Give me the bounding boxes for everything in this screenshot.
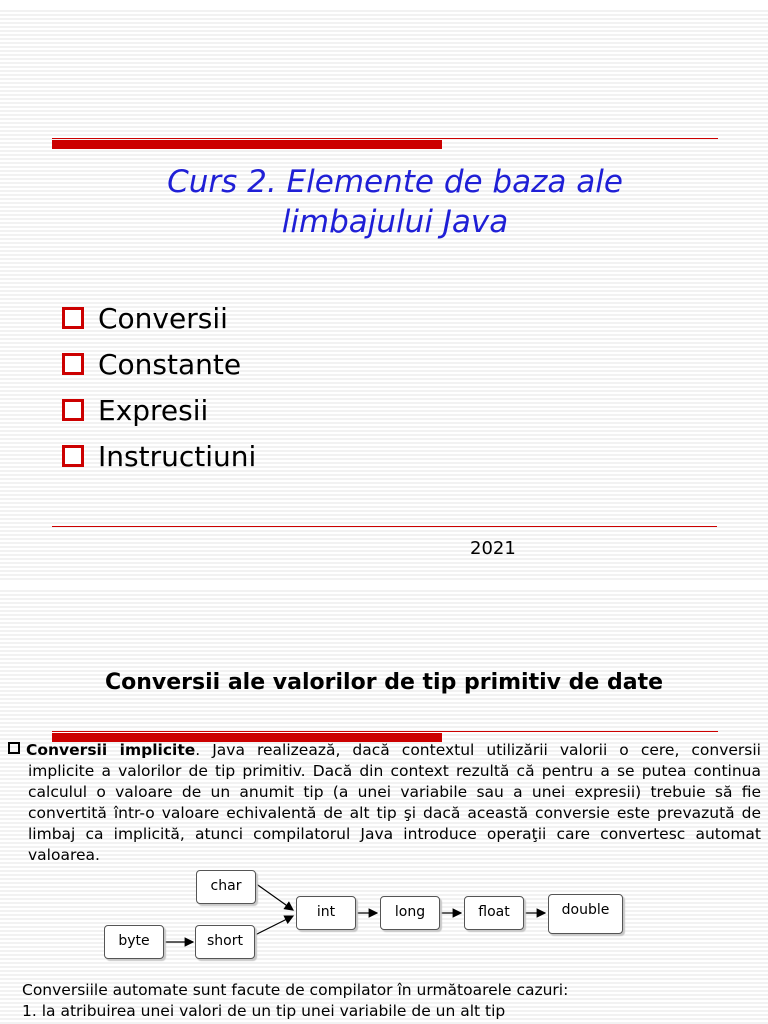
checkbox-bullet-icon xyxy=(62,307,84,329)
paragraph-text: . Java realizează, dacă contextul utilizării valorii o cere, conversii implicite a valorilor de tip primitiv. Dacă din context rezultă că pentru a se putea continua calculul o valoare de un anumit tip (a unei variabile sau a unei expresii) trebuie să fie convertită într-o valoare echivalentă de alt tip şi dacă această conversie este prevazută de limbaj ca implicită, atunci compilatorul Java introduce operaţii care convertesc automat valoarea. xyxy=(28,741,761,864)
topic-item xyxy=(62,387,256,433)
slide-heading: Conversii ale valorilor de tip primitiv de date xyxy=(104,670,664,695)
title-slide xyxy=(0,8,768,582)
heading-divider-line xyxy=(52,731,718,732)
node-float: float xyxy=(464,896,524,930)
topic-label: Expresii xyxy=(98,393,209,427)
slide-title-line2: limbajului Java xyxy=(281,204,509,240)
node-int: int xyxy=(296,896,356,930)
conversion-diagram xyxy=(100,868,630,978)
page-gap xyxy=(0,0,768,8)
top-accent-bar xyxy=(52,140,442,149)
topic-label: Conversii xyxy=(98,301,228,335)
cases-intro: Conversiile automate sunt facute de compilator în următoarele cazuri: xyxy=(22,981,569,999)
topic-item xyxy=(62,433,256,479)
topic-item xyxy=(62,341,256,387)
node-long: long xyxy=(380,896,440,930)
topic-item xyxy=(62,295,256,341)
top-divider-line xyxy=(52,138,718,139)
node-double: double xyxy=(548,894,623,934)
topic-list xyxy=(62,295,256,479)
topic-label: Constante xyxy=(98,347,242,381)
slide-title xyxy=(60,162,730,242)
arrow-char-int xyxy=(255,883,293,910)
checkbox-bullet-icon xyxy=(62,353,84,375)
node-short: short xyxy=(195,925,255,959)
content-slide xyxy=(0,588,768,1024)
slide-title-line1: Curs 2. Elemente de baza ale xyxy=(167,164,623,200)
implicit-conversions-paragraph xyxy=(28,740,761,866)
automatic-conversions-text xyxy=(22,980,762,1022)
case-item-1: 1. la atribuirea unei valori de un tip unei variabile de un alt tip xyxy=(22,1002,506,1020)
square-bullet-icon xyxy=(8,742,20,754)
bullet-lead: Conversii implicite xyxy=(26,741,196,759)
arrow-short-int xyxy=(255,916,293,935)
node-byte: byte xyxy=(104,925,164,959)
year-label: 2021 xyxy=(470,538,516,559)
topic-label: Instructiuni xyxy=(98,439,257,473)
checkbox-bullet-icon xyxy=(62,445,84,467)
checkbox-bullet-icon xyxy=(62,399,84,421)
node-char: char xyxy=(196,870,256,904)
bottom-divider-line xyxy=(52,526,717,527)
